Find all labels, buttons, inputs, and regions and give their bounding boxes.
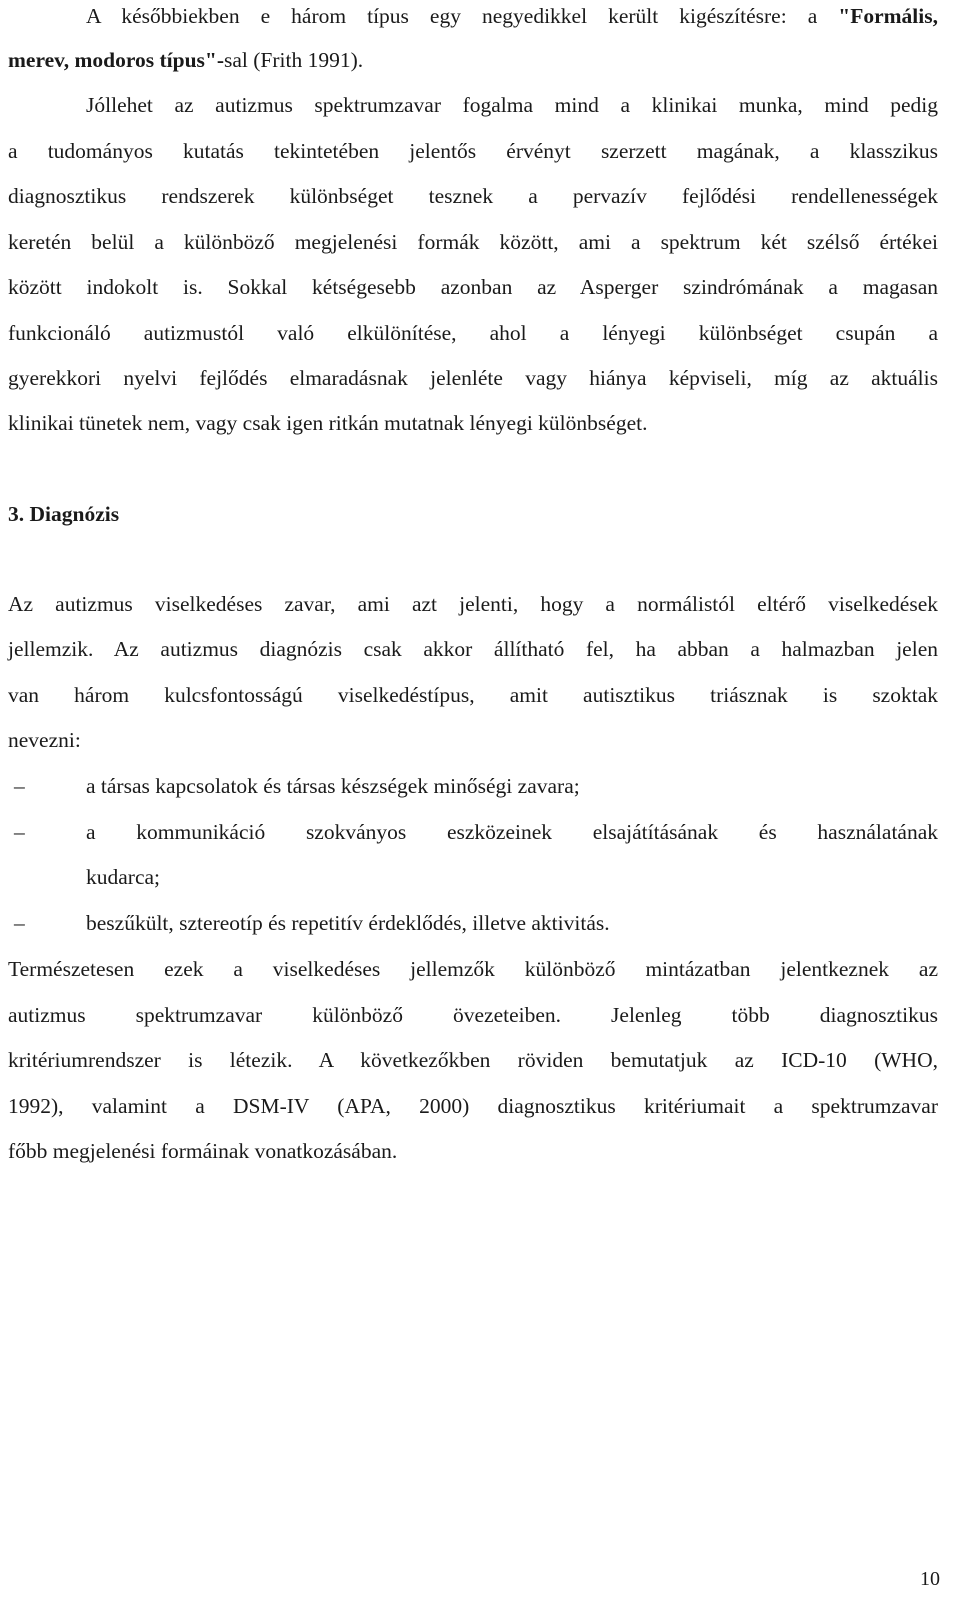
paragraph-line: funkcionáló autizmustól való elkülönítése, ahol a lényegi különbséget csupán a <box>8 321 938 345</box>
paragraph-line: diagnosztikus rendszerek különbséget tesznek a pervazív fejlődési rendellenességek <box>8 184 938 208</box>
text-line <box>8 45 938 75</box>
paragraph-line: autizmus spektrumzavar különböző övezeteiben. Jelenleg több diagnosztikus <box>8 1003 938 1027</box>
paragraph-line: kritériumrendszer is létezik. A következőkben röviden bemutatjuk az ICD-10 (WHO, <box>8 1048 938 1072</box>
paragraph-line: nevezni: <box>8 728 81 752</box>
paragraph-line: a tudományos kutatás tekintetében jelentős érvényt szerzett magának, a klasszikus <box>8 139 938 163</box>
paragraph-line: között indokolt is. Sokkal kétségesebb azonban az Asperger szindrómának a magasan <box>8 275 938 299</box>
paragraph-line: Az autizmus viselkedéses zavar, ami azt jelenti, hogy a normálistól eltérő viselkedések <box>8 592 938 616</box>
paragraph-line: gyerekkori nyelvi fejlődés elmaradásnak jelenléte vagy hiánya képviseli, míg az aktuális <box>8 366 938 390</box>
section-heading: 3. Diagnózis <box>8 502 120 526</box>
paragraph-line: jellemzik. Az autizmus diagnózis csak akkor állítható fel, ha abban a halmazban jelen <box>8 637 938 661</box>
list-item: a kommunikáció szokványos eszközeinek elsajátításának és használatának <box>86 820 938 844</box>
text-run: A későbbiekben e három típus egy negyedikkel került kigészítésre: a <box>86 4 839 28</box>
paragraph-line: klinikai tünetek nem, vagy csak igen ritkán mutatnak lényegi különbséget. <box>8 411 648 435</box>
list-item: beszűkült, sztereotíp és repetitív érdeklődés, illetve aktivitás. <box>86 911 610 935</box>
bold-run: "Formális, <box>838 4 938 28</box>
text-line <box>8 1 938 31</box>
paragraph-line: Természetesen ezek a viselkedéses jellemzők különböző mintázatban jelentkeznek az <box>8 957 938 981</box>
dash-bullet: – <box>14 911 25 935</box>
bold-run: merev, modoros típus"- <box>8 48 224 72</box>
paragraph-line: keretén belül a különböző megjelenési formák között, ami a spektrum két szélső értékei <box>8 230 938 254</box>
text-run: sal (Frith 1991). <box>224 48 364 72</box>
paragraph-line: főbb megjelenési formáinak vonatkozásában. <box>8 1139 398 1163</box>
dash-bullet: – <box>14 820 25 844</box>
list-item-continuation: kudarca; <box>86 865 161 889</box>
list-item: a társas kapcsolatok és társas készségek minőségi zavara; <box>86 774 580 798</box>
paragraph-line: 1992), valamint a DSM-IV (APA, 2000) diagnosztikus kritériumait a spektrumzavar <box>8 1094 938 1118</box>
paragraph-line: van három kulcsfontosságú viselkedéstípus, amit autisztikus triásznak is szoktak <box>8 683 938 707</box>
page-number: 10 <box>920 1568 940 1590</box>
paragraph-line: Jóllehet az autizmus spektrumzavar fogalma mind a klinikai munka, mind pedig <box>86 93 938 117</box>
dash-bullet: – <box>14 774 25 798</box>
